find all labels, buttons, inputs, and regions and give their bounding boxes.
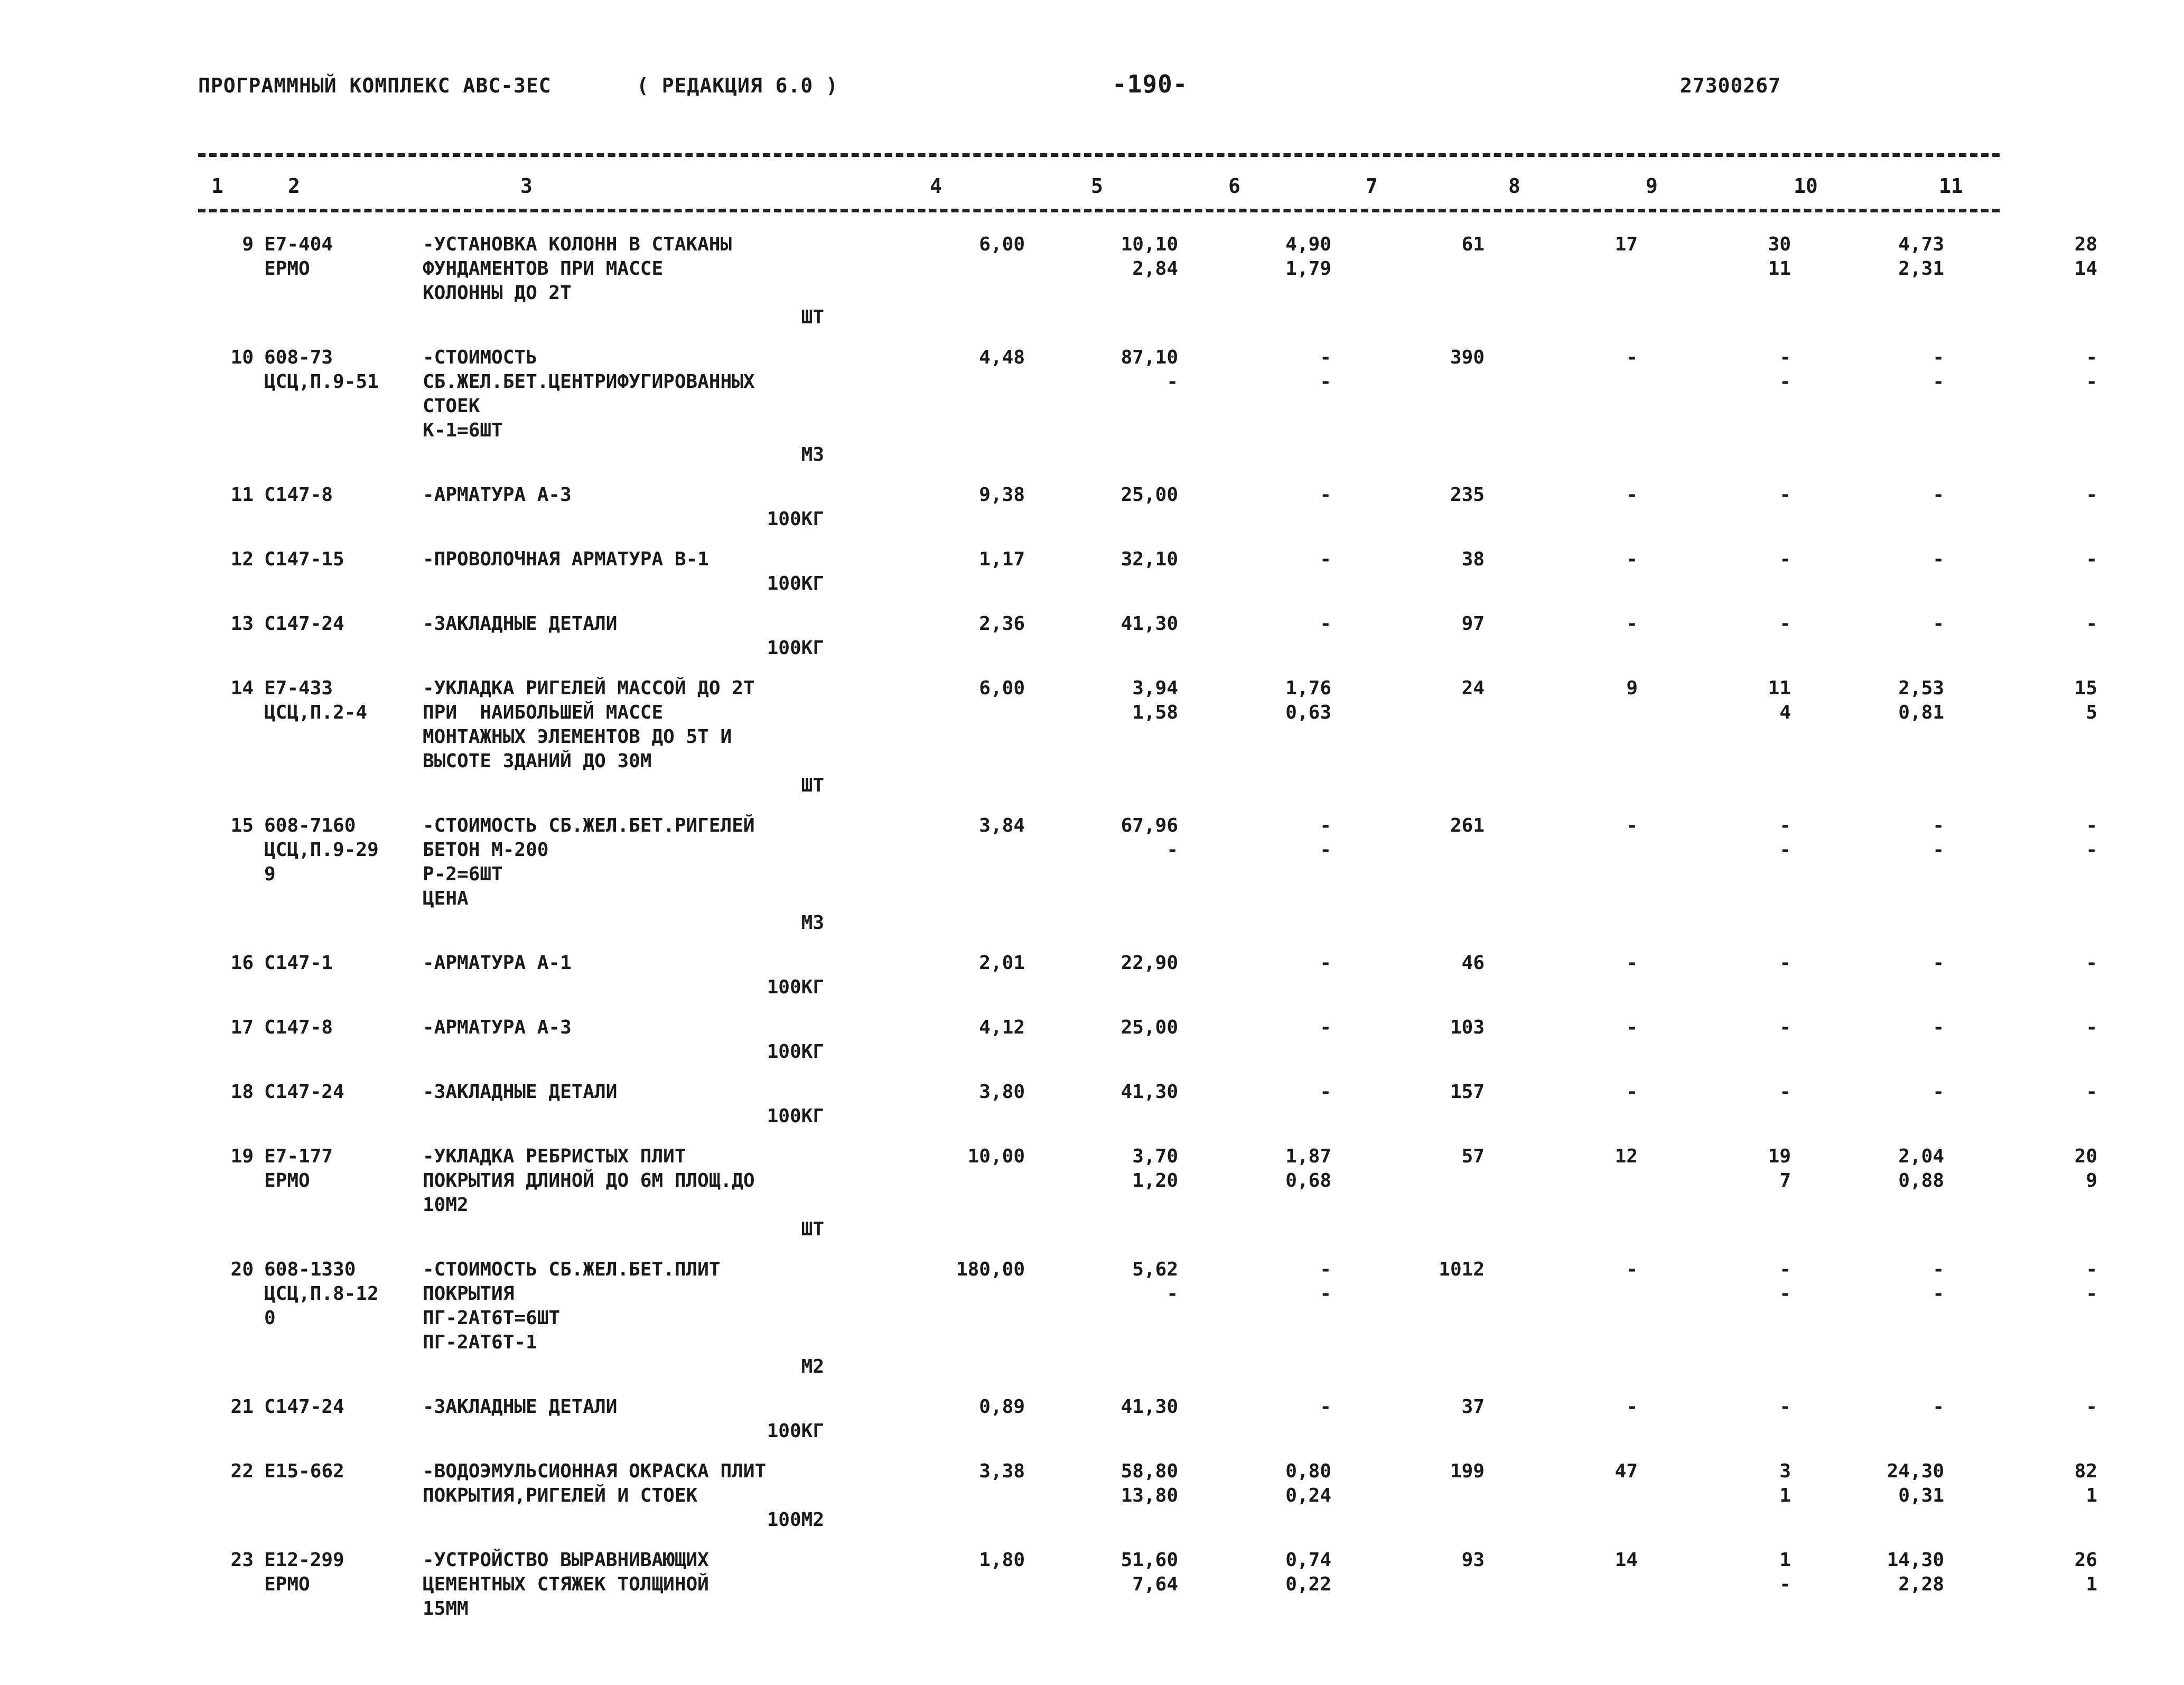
cell-col5: 41,30 — [1121, 613, 1178, 635]
table-row — [201, 483, 2113, 532]
cell-description — [423, 346, 888, 467]
cell-description — [423, 1144, 888, 1242]
row-spacer — [201, 935, 2113, 951]
cell-col10: - — [1933, 1396, 1944, 1418]
table-row — [201, 676, 2113, 798]
cell-col4: 4,12 — [979, 1017, 1025, 1038]
unit-label: 100КГ — [767, 637, 824, 659]
cell-description — [423, 814, 888, 935]
cell-col9: - — [1779, 1396, 1791, 1418]
cell-description — [423, 1016, 888, 1064]
cell-col6: 0,80 0,24 — [1285, 1460, 1331, 1506]
cell-description — [423, 612, 888, 660]
cell-col11: - - — [2086, 1259, 2097, 1305]
cell-col11: - — [2086, 484, 2097, 506]
cell-description — [423, 676, 888, 798]
cell-col5: 67,96 - — [1121, 815, 1178, 861]
table-row — [201, 547, 2113, 596]
cell-col10: - — [1933, 1081, 1944, 1103]
cell-number: 23 — [230, 1549, 254, 1571]
cell-number: 18 — [230, 1081, 254, 1103]
cell-col6: - — [1320, 1017, 1331, 1038]
cell-col7: 199 — [1450, 1460, 1485, 1482]
doc-code: 27300267 — [1680, 74, 1781, 97]
table-row — [201, 1548, 2113, 1621]
cell-col10: - - — [1933, 815, 1944, 861]
cell-col8: - — [1626, 1396, 1638, 1418]
cell-col8: - — [1626, 1259, 1638, 1280]
column-header-7: 7 — [1366, 174, 1378, 198]
cell-col4: 6,00 — [979, 677, 1025, 699]
column-header-3: 3 — [520, 174, 533, 198]
cell-col7: 46 — [1461, 952, 1485, 974]
unit-label: ШТ — [801, 306, 824, 328]
description-text: -УСТАНОВКА КОЛОНН В СТАКАНЫ ФУНДАМЕНТОВ ПРИ МАССЕ КОЛОННЫ ДО 2Т — [423, 234, 732, 304]
cell-number: 17 — [230, 1017, 254, 1038]
cell-col4: 1,17 — [979, 548, 1025, 570]
table-row — [201, 814, 2113, 935]
cell-col10: - — [1933, 548, 1944, 570]
top-rule — [198, 153, 2000, 157]
cell-col10: 2,53 0,81 — [1898, 677, 1944, 723]
cell-col11: 26 1 — [2074, 1549, 2097, 1595]
cell-col9: 1 - — [1779, 1549, 1791, 1595]
table-row — [201, 232, 2113, 330]
cell-number: 16 — [230, 952, 254, 974]
cell-col8: - — [1626, 952, 1638, 974]
cell-col8: - — [1626, 1017, 1638, 1038]
cell-number: 14 — [230, 677, 254, 699]
cell-col4: 1,80 — [979, 1549, 1025, 1571]
unit-label: 100М2 — [767, 1509, 824, 1531]
cell-col11: - — [2086, 613, 2097, 635]
cell-col7: 1012 — [1439, 1259, 1485, 1280]
cell-number: 9 — [242, 234, 254, 255]
cell-description — [423, 951, 888, 1000]
spacer-cell — [201, 660, 2113, 676]
cell-col5: 25,00 — [1121, 484, 1178, 506]
cell-col10: 14,30 2,28 — [1887, 1549, 1944, 1595]
unit-label: 100КГ — [767, 573, 824, 594]
cell-col11: 28 14 — [2074, 234, 2097, 280]
cell-col4: 2,01 — [979, 952, 1025, 974]
description-text: -СТОИМОСТЬ СБ.ЖЕЛ.БЕТ.РИГЕЛЕЙ БЕТОН М-200 Р-2=6ШТ ЦЕНА — [423, 815, 755, 909]
unit-label: 100КГ — [767, 976, 824, 998]
cell-col9: - — [1779, 952, 1791, 974]
row-spacer — [201, 596, 2113, 612]
spacer-cell — [201, 1000, 2113, 1016]
cell-col9: - - — [1779, 347, 1791, 393]
cell-col8: - — [1626, 548, 1638, 570]
spacer-cell — [201, 1129, 2113, 1144]
cell-col11: 15 5 — [2074, 677, 2097, 723]
cell-code: 608-1330 ЦСЦ,П.8-12 0 — [264, 1259, 379, 1329]
unit-label: М3 — [801, 444, 824, 466]
cell-col9: - - — [1779, 815, 1791, 861]
cell-col11: - — [2086, 548, 2097, 570]
cell-col7: 157 — [1450, 1081, 1485, 1103]
cell-col7: 103 — [1450, 1017, 1485, 1038]
cell-col6: - — [1320, 484, 1331, 506]
description-text: -ЗАКЛАДНЫЕ ДЕТАЛИ — [423, 1081, 618, 1103]
cell-col5: 10,10 2,84 — [1121, 234, 1178, 280]
cell-col6: - — [1320, 548, 1331, 570]
cell-col6: - — [1320, 1081, 1331, 1103]
cell-code: 608-7160 ЦСЦ,П.9-29 9 — [264, 815, 379, 885]
program-title: ПРОГРАММНЫЙ КОМПЛЕКС АВС-3ЕС — [198, 74, 552, 97]
cell-col10: - — [1933, 484, 1944, 506]
cell-col10: - - — [1933, 347, 1944, 393]
column-header-5: 5 — [1091, 174, 1103, 198]
column-header-6: 6 — [1228, 174, 1240, 198]
spacer-cell — [201, 1242, 2113, 1258]
cell-col11: - - — [2086, 347, 2097, 393]
cell-col6: 4,90 1,79 — [1285, 234, 1331, 280]
spacer-cell — [201, 467, 2113, 483]
unit-label: 100КГ — [767, 508, 824, 530]
column-header-8: 8 — [1508, 174, 1520, 198]
cell-col8: - — [1626, 613, 1638, 635]
cell-description — [423, 483, 888, 532]
cell-description — [423, 1258, 888, 1379]
cell-col9: 30 11 — [1768, 234, 1791, 280]
cell-col4: 9,38 — [979, 484, 1025, 506]
cell-code: Е15-662 — [264, 1460, 344, 1482]
cell-code: Е7-433 ЦСЦ,П.2-4 — [264, 677, 368, 723]
row-spacer — [201, 467, 2113, 483]
cell-description — [423, 1548, 888, 1621]
cell-col11: 20 9 — [2074, 1146, 2097, 1191]
cell-code: С147-15 — [264, 548, 344, 570]
cell-description — [423, 547, 888, 596]
cell-col4: 10,00 — [967, 1146, 1025, 1167]
row-spacer — [201, 1064, 2113, 1080]
row-spacer — [201, 1444, 2113, 1459]
unit-label: 100КГ — [767, 1105, 824, 1127]
cell-col9: 11 4 — [1768, 677, 1791, 723]
cell-number: 11 — [230, 484, 254, 506]
column-header-9: 9 — [1646, 174, 1658, 198]
cell-code: С147-8 — [264, 1017, 333, 1038]
spacer-cell — [201, 935, 2113, 951]
cell-col10: - — [1933, 613, 1944, 635]
header-bottom-rule — [198, 209, 2000, 212]
cell-col7: 57 — [1461, 1146, 1485, 1167]
cell-col7: 38 — [1461, 548, 1485, 570]
row-spacer — [201, 798, 2113, 814]
cell-col7: 97 — [1461, 613, 1485, 635]
description-text: -УСТРОЙСТВО ВЫРАВНИВАЮЩИХ ЦЕМЕНТНЫХ СТЯЖЕК ТОЛЩИНОЙ 15ММ — [423, 1549, 709, 1619]
cell-col8: - — [1626, 815, 1638, 836]
cell-col5: 87,10 - — [1121, 347, 1178, 393]
cell-col6: - — [1320, 613, 1331, 635]
cell-col11: - — [2086, 952, 2097, 974]
cell-col10: 2,04 0,88 — [1898, 1146, 1944, 1191]
cell-col5: 51,60 7,64 — [1121, 1549, 1178, 1595]
estimate-table — [201, 232, 2113, 1637]
cell-col10: 4,73 2,31 — [1898, 234, 1944, 280]
cell-col10: - — [1933, 1017, 1944, 1038]
spacer-cell — [201, 1621, 2113, 1637]
cell-col6: - - — [1320, 1259, 1331, 1305]
cell-col7: 390 — [1450, 347, 1485, 368]
unit-label: М2 — [801, 1356, 824, 1377]
row-spacer — [201, 532, 2113, 547]
cell-col8: - — [1626, 347, 1638, 368]
cell-col5: 3,70 1,20 — [1132, 1146, 1178, 1191]
cell-col10: - — [1933, 952, 1944, 974]
cell-col11: - - — [2086, 815, 2097, 861]
cell-number: 19 — [230, 1146, 254, 1167]
cell-col8: 17 — [1614, 234, 1638, 255]
cell-code: С147-24 — [264, 1396, 344, 1418]
cell-col4: 3,38 — [979, 1460, 1025, 1482]
cell-col6: - — [1320, 952, 1331, 974]
cell-col7: 24 — [1461, 677, 1485, 699]
table-row — [201, 1459, 2113, 1532]
cell-code: С147-1 — [264, 952, 333, 974]
cell-col5: 41,30 — [1121, 1396, 1178, 1418]
table-row — [201, 1080, 2113, 1129]
cell-col7: 37 — [1461, 1396, 1485, 1418]
spacer-cell — [201, 1444, 2113, 1459]
row-spacer — [201, 1000, 2113, 1016]
row-spacer — [201, 1379, 2113, 1395]
table-row — [201, 1016, 2113, 1064]
table-row — [201, 951, 2113, 1000]
description-text: -АРМАТУРА А-3 — [423, 484, 572, 506]
cell-description — [423, 1459, 888, 1532]
cell-description — [423, 232, 888, 330]
cell-number: 13 — [230, 613, 254, 635]
column-header-11: 11 — [1939, 174, 1963, 198]
description-text: -АРМАТУРА А-3 — [423, 1017, 572, 1038]
cell-col11: - — [2086, 1017, 2097, 1038]
unit-label: М3 — [801, 912, 824, 934]
cell-col8: 47 — [1614, 1460, 1638, 1482]
cell-col7: 261 — [1450, 815, 1485, 836]
cell-col11: - — [2086, 1396, 2097, 1418]
cell-col5: 32,10 — [1121, 548, 1178, 570]
row-spacer — [201, 330, 2113, 346]
cell-col5: 41,30 — [1121, 1081, 1178, 1103]
cell-col4: 3,84 — [979, 815, 1025, 836]
cell-col5: 3,94 1,58 — [1132, 677, 1178, 723]
row-spacer — [201, 1242, 2113, 1258]
spacer-cell — [201, 532, 2113, 547]
table-row — [201, 346, 2113, 467]
cell-code: Е7-404 ЕРМО — [264, 234, 333, 280]
unit-label: ШТ — [801, 775, 824, 796]
description-text: -ЗАКЛАДНЫЕ ДЕТАЛИ — [423, 613, 618, 635]
cell-col6: - - — [1320, 347, 1331, 393]
edition-label: ( РЕДАКЦИЯ 6.0 ) — [637, 74, 839, 97]
cell-code: С147-8 — [264, 484, 333, 506]
cell-number: 10 — [230, 347, 254, 368]
cell-col6: - — [1320, 1396, 1331, 1418]
cell-col5: 25,00 — [1121, 1017, 1178, 1038]
column-header-4: 4 — [930, 174, 942, 198]
cell-col4: 180,00 — [956, 1259, 1025, 1280]
table-row — [201, 1395, 2113, 1444]
table-row — [201, 1258, 2113, 1379]
cell-col4: 2,36 — [979, 613, 1025, 635]
cell-col11: - — [2086, 1081, 2097, 1103]
cell-col8: - — [1626, 484, 1638, 506]
cell-code: С147-24 — [264, 1081, 344, 1103]
unit-label: 100КГ — [767, 1420, 824, 1442]
cell-col9: - - — [1779, 1259, 1791, 1305]
column-header-1: 1 — [211, 174, 223, 198]
spacer-cell — [201, 1379, 2113, 1395]
cell-col7: 93 — [1461, 1549, 1485, 1571]
table-row — [201, 1144, 2113, 1242]
cell-code: Е12-299 ЕРМО — [264, 1549, 344, 1595]
cell-col6: - - — [1320, 815, 1331, 861]
column-header-2: 2 — [288, 174, 300, 198]
cell-col4: 6,00 — [979, 234, 1025, 255]
unit-label: 100КГ — [767, 1041, 824, 1063]
spacer-cell — [201, 798, 2113, 814]
cell-col10: 24,30 0,31 — [1887, 1460, 1944, 1506]
cell-description — [423, 1080, 888, 1129]
cell-col10: - - — [1933, 1259, 1944, 1305]
cell-col8: 14 — [1614, 1549, 1638, 1571]
page-number: -190- — [1112, 70, 1188, 98]
cell-col6: 0,74 0,22 — [1285, 1549, 1331, 1595]
cell-col8: - — [1626, 1081, 1638, 1103]
spacer-cell — [201, 1064, 2113, 1080]
description-text: -УКЛАДКА РЕБРИСТЫХ ПЛИТ ПОКРЫТИЯ ДЛИНОЙ ДО 6М ПЛОЩ.ДО 10М2 — [423, 1146, 755, 1216]
cell-col7: 61 — [1461, 234, 1485, 255]
cell-col6: 1,87 0,68 — [1285, 1146, 1331, 1191]
description-text: -УКЛАДКА РИГЕЛЕЙ МАССОЙ ДО 2Т ПРИ НАИБОЛЬШЕЙ МАССЕ МОНТАЖНЫХ ЭЛЕМЕНТОВ ДО 5Т И ВЫСОТЕ ЗДАНИЙ ДО 30М — [423, 677, 755, 772]
cell-col5: 58,80 13,80 — [1121, 1460, 1178, 1506]
cell-code: Е7-177 ЕРМО — [264, 1146, 333, 1191]
cell-col5: 5,62 - — [1132, 1259, 1178, 1305]
cell-number: 12 — [230, 548, 254, 570]
row-spacer — [201, 1532, 2113, 1548]
unit-label: ШТ — [801, 1218, 824, 1240]
cell-code: 608-73 ЦСЦ,П.9-51 — [264, 347, 379, 393]
cell-number: 20 — [230, 1259, 254, 1280]
row-spacer — [201, 1621, 2113, 1637]
cell-col9: - — [1779, 1081, 1791, 1103]
description-text: -СТОИМОСТЬ СБ.ЖЕЛ.БЕТ.ПЛИТ ПОКРЫТИЯ ПГ-2АТ6Т=6ШТ ПГ-2АТ6Т-1 — [423, 1259, 721, 1353]
cell-number: 22 — [230, 1460, 254, 1482]
cell-col4: 4,48 — [979, 347, 1025, 368]
row-spacer — [201, 1129, 2113, 1144]
cell-code: С147-24 — [264, 613, 344, 635]
spacer-cell — [201, 330, 2113, 346]
spacer-cell — [201, 1532, 2113, 1548]
table-row — [201, 612, 2113, 660]
row-spacer — [201, 660, 2113, 676]
description-text: -ЗАКЛАДНЫЕ ДЕТАЛИ — [423, 1396, 618, 1418]
cell-col4: 0,89 — [979, 1396, 1025, 1418]
description-text: -СТОИМОСТЬ СБ.ЖЕЛ.БЕТ.ЦЕНТРИФУГИРОВАННЫХ СТОЕК К-1=6ШТ — [423, 347, 755, 441]
description-text: -ПРОВОЛОЧНАЯ АРМАТУРА В-1 — [423, 548, 709, 570]
spacer-cell — [201, 596, 2113, 612]
cell-col11: 82 1 — [2074, 1460, 2097, 1506]
cell-col6: 1,76 0,63 — [1285, 677, 1331, 723]
cell-col9: - — [1779, 548, 1791, 570]
cell-col9: 3 1 — [1779, 1460, 1791, 1506]
cell-col8: 12 — [1614, 1146, 1638, 1167]
cell-col9: 19 7 — [1768, 1146, 1791, 1191]
cell-number: 15 — [230, 815, 254, 836]
cell-col4: 3,80 — [979, 1081, 1025, 1103]
cell-col8: 9 — [1626, 677, 1638, 699]
cell-col9: - — [1779, 484, 1791, 506]
description-text: -АРМАТУРА А-1 — [423, 952, 572, 974]
cell-col5: 22,90 — [1121, 952, 1178, 974]
cell-description — [423, 1395, 888, 1444]
cell-col9: - — [1779, 613, 1791, 635]
cell-col7: 235 — [1450, 484, 1485, 506]
cell-number: 21 — [230, 1396, 254, 1418]
description-text: -ВОДОЭМУЛЬСИОННАЯ ОКРАСКА ПЛИТ ПОКРЫТИЯ,РИГЕЛЕЙ И СТОЕК — [423, 1460, 767, 1506]
column-header-10: 10 — [1794, 174, 1818, 198]
cell-col9: - — [1779, 1017, 1791, 1038]
